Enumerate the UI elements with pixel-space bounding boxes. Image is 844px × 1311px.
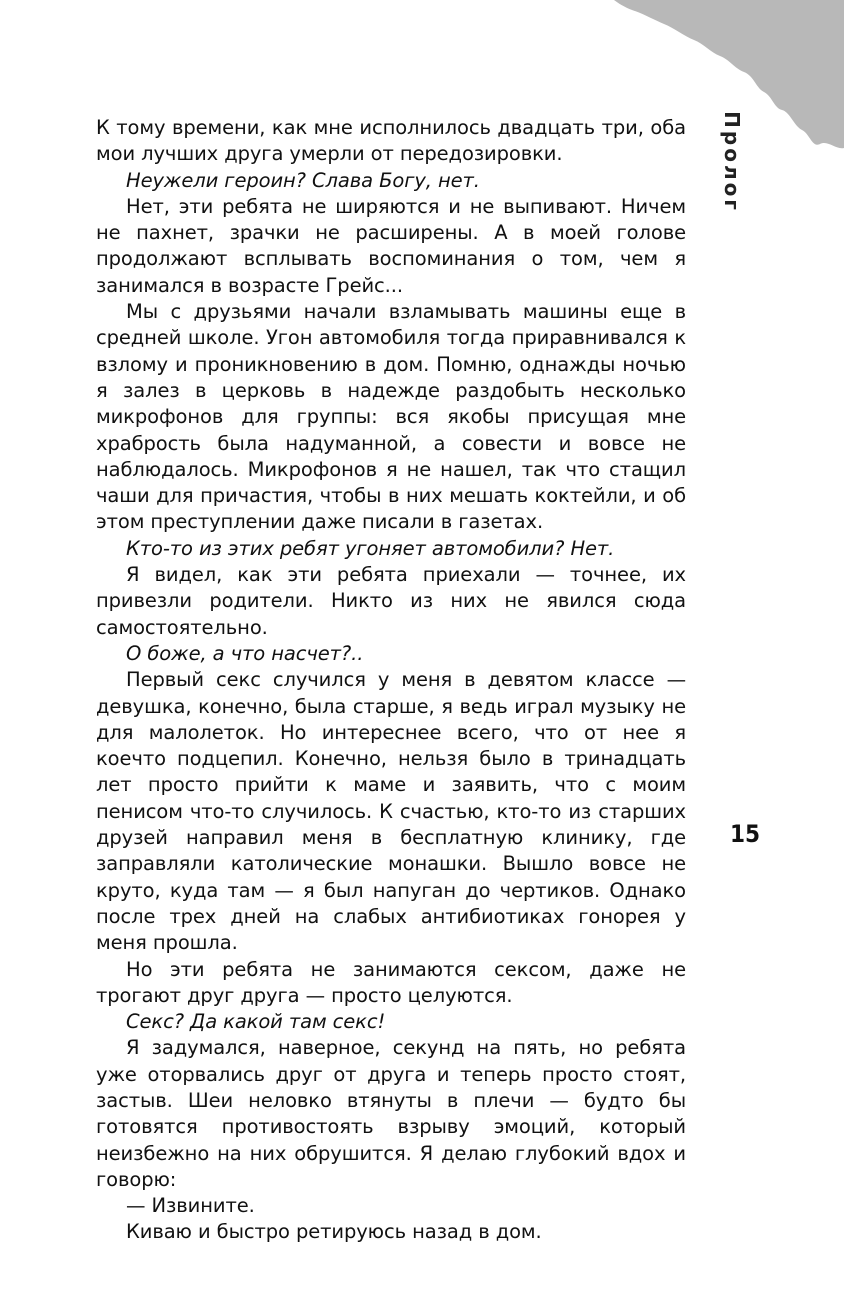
body-text [96,115,686,1246]
running-head [712,112,752,212]
paragraph: — Извините. [126,1194,255,1218]
paragraph: Первый секс случился у меня в девятом классе — девушка, конечно, была старше, я ведь играл музыку не для малолеток. Но интереснее всего, что от нее я коечто подцепил. Конечно, нельзя было в тринадцать лет просто прийти к маме и заявить, что с моим пенисом что-то случилось. К счастью, кто-то из старших друзей направил меня в бесплатную клинику, где заправляли католические монашки. Вышло вовсе не круто, куда там — я был напуган до чертиков. Однако после трех дней на слабых антибиотиках гонорея у меня прошла. [96,668,686,955]
running-head-text: Пролог [720,111,745,213]
paragraph-italic: О боже, а что насчет?.. [126,641,364,665]
paragraph: Но эти ребята не занимаются сексом, даже не трогают друг друга — просто целуются. [96,957,686,1007]
paragraph: Я задумался, наверное, секунд на пять, но ребята уже оторвались друг от друга и теперь просто стоят, застыв. Шеи неловко втянуты в плечи — будто бы готовятся противостоять взрыву эмоций, который неизбежно на них обрушится. Я делаю глубокий вдох и говорю: [96,1036,686,1191]
page-number: 15 [730,820,761,848]
paragraph-italic: Секс? Да какой там секс! [126,1010,386,1034]
paragraph-italic: Неужели героин? Слава Богу, нет. [126,168,480,192]
paragraph: Я видел, как эти ребята приехали — точнее, их привезли родители. Никто из них не явился сюда самостоятельно. [96,563,686,639]
paragraph-italic: Кто-то из этих ребят угоняет автомобили? Нет. [126,536,615,560]
paragraph: Киваю и быстро ретируюсь назад в дом. [126,1220,542,1244]
paragraph: Мы с друзьями начали взламывать машины еще в средней школе. Угон автомобиля тогда приравнивался к взлому и проникновению в дом. Помню, однажды ночью я залез в церковь в надежде раздобыть несколько микрофонов для группы: вся якобы присущая мне храбрость была надуманной, а совести и вовсе не наблюдалось. Микрофонов я не нашел, так что стащил чаши для причастия, чтобы в них мешать коктейли, и об этом преступлении даже писали в газетах. [96,300,686,534]
paragraph: Нет, эти ребята не ширяются и не выпивают. Ничем не пахнет, зрачки не расширены. А в моей голове продолжают всплывать воспоминания о том, чем я занимался в возрасте Грейс... [96,194,686,297]
paragraph: К тому времени, как мне исполнилось двадцать три, оба мои лучших друга умерли от передозировки. [96,116,686,166]
